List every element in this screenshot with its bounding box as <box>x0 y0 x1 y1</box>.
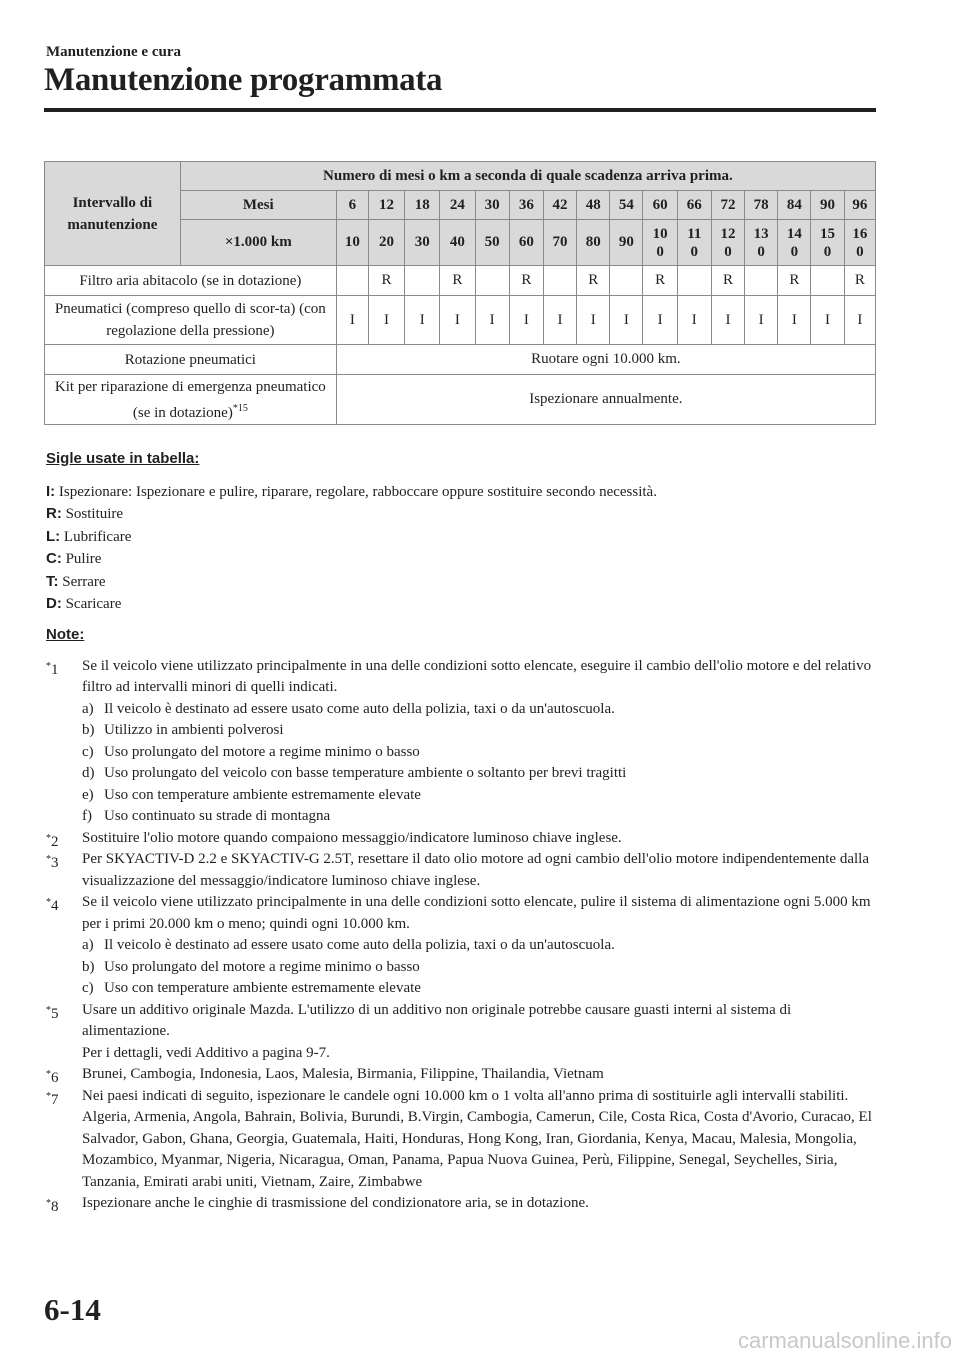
legend-item <box>46 526 876 549</box>
row-label: Filtro aria abitacolo (se in dotazione) <box>45 266 337 296</box>
schedule-cell <box>677 266 711 296</box>
legend-key: I: <box>46 482 56 500</box>
km-cell: 20 <box>368 220 404 266</box>
note-subitem-letter: b) <box>82 958 95 975</box>
km-cell: 10 <box>336 220 368 266</box>
note-subitem <box>46 978 876 1000</box>
note-subitem <box>46 806 876 828</box>
schedule-cell: I <box>336 296 368 345</box>
row-label: Rotazione pneumatici <box>45 345 337 375</box>
months-cell: 66 <box>677 191 711 220</box>
note-text: Nei paesi indicati di seguito, ispezionare le candele ogni 10.000 km o 1 volta all'anno prima di sostituirle agli intervalli stabiliti. <box>82 1087 849 1104</box>
span-header: Numero di mesi o km a seconda di quale scadenza arriva prima. <box>180 162 875 191</box>
legend-item <box>46 503 876 526</box>
schedule-cell: I <box>811 296 844 345</box>
note-item <box>46 1193 876 1215</box>
months-label: Mesi <box>180 191 336 220</box>
schedule-cell <box>543 266 576 296</box>
note-number: 2 <box>51 833 59 850</box>
schedule-cell: I <box>368 296 404 345</box>
months-cell: 30 <box>475 191 509 220</box>
header-rule <box>44 108 876 112</box>
note-text: Brunei, Cambogia, Indonesia, Laos, Malesia, Birmania, Filippine, Thailandia, Vietnam <box>82 1066 604 1082</box>
km-cell: 10 0 <box>643 220 677 266</box>
months-cell: 60 <box>643 191 677 220</box>
schedule-cell: R <box>778 266 811 296</box>
legend-key: T: <box>46 572 59 590</box>
note-number: 4 <box>51 898 59 914</box>
schedule-cell: I <box>711 296 744 345</box>
legend-item <box>46 481 876 504</box>
km-cell: 70 <box>543 220 576 266</box>
legend-title: Sigle usate in tabella: <box>46 450 200 467</box>
schedule-cell: I <box>844 296 875 345</box>
note-item <box>46 849 876 892</box>
note-item <box>46 828 876 850</box>
note-marker: *8 <box>46 1198 59 1215</box>
watermark: carmanualsonline.info <box>737 1328 952 1353</box>
note-marker: *1 <box>46 660 59 678</box>
footnote-ref: *15 <box>232 402 248 414</box>
note-number: 6 <box>51 1070 59 1086</box>
schedule-cell: R <box>509 266 543 296</box>
schedule-cell <box>475 266 509 296</box>
schedule-cell: R <box>440 266 475 296</box>
schedule-cell <box>745 266 778 296</box>
legend <box>46 448 876 616</box>
months-cell: 96 <box>844 191 875 220</box>
schedule-cell <box>610 266 643 296</box>
note-item <box>46 1086 876 1194</box>
months-cell: 36 <box>509 191 543 220</box>
legend-key: R: <box>46 505 62 522</box>
note-text: Per SKYACTIV-D 2.2 e SKYACTIV-G 2.5T, resettare il dato olio motore ad ogni cambio dell'olio motore indipendentemente dalla visualizzazione del messaggio/indicatore luminoso chiave inglese. <box>82 851 869 889</box>
schedule-cell: I <box>509 296 543 345</box>
km-cell: 30 <box>405 220 440 266</box>
km-cell: 16 0 <box>844 220 875 266</box>
schedule-cell: I <box>405 296 440 345</box>
note-subitem-text: Uso prolungato del motore a regime minimo o basso <box>104 743 420 760</box>
section-title: Manutenzione e cura <box>46 44 181 60</box>
note-subitem-text: Uso con temperature ambiente estremamente elevate <box>104 980 421 996</box>
note-subitem-letter: a) <box>82 937 94 953</box>
legend-key: D: <box>46 595 62 612</box>
schedule-cell: I <box>543 296 576 345</box>
note-marker: *5 <box>46 1004 59 1022</box>
notes-title: Note: <box>46 626 85 643</box>
legend-text: Pulire <box>65 551 102 567</box>
schedule-cell: I <box>610 296 643 345</box>
note-number: 5 <box>51 1005 59 1022</box>
note-marker: *2 <box>46 832 59 850</box>
schedule-cell: I <box>745 296 778 345</box>
note-extra: Per i dettagli, vedi Additivo a pagina 9-7. <box>82 1044 330 1061</box>
note-subitem-text: Uso con temperature ambiente estremamente elevate <box>104 786 421 803</box>
months-cell: 18 <box>405 191 440 220</box>
note-subitem <box>46 935 876 957</box>
months-cell: 48 <box>577 191 610 220</box>
note-extra: Algeria, Armenia, Angola, Bahrain, Bolivia, Burundi, B.Virgin, Cambogia, Camerun, Cile, Costa Rica, Costa d'Avorio, Curacao, El Salvador, Gabon, Ghana, Georgia, Guatemala, Haiti, Honduras, Hong Kong, Iran, Giordania, Kenya, Macau, Malesia, Mongolia, Mozambico, Myanmar, Nigeria, Nicaragua, Oman, Panama, Papua Nuova Guinea, Perù, Filippine, Senegal, Seychelles, Siria, Tanzania, Emirati arabi uniti, Vietnam, Zaire, Zimbabwe <box>82 1109 872 1190</box>
legend-text: Sostituire <box>65 506 124 522</box>
schedule-cell <box>811 266 844 296</box>
maintenance-schedule-table <box>44 161 876 425</box>
note-marker: *6 <box>46 1069 59 1086</box>
schedule-cell <box>405 266 440 296</box>
note-subitem-letter: a) <box>82 700 94 717</box>
months-cell: 78 <box>745 191 778 220</box>
schedule-cell: R <box>711 266 744 296</box>
months-cell: 6 <box>336 191 368 220</box>
schedule-cell: I <box>778 296 811 345</box>
months-cell: 90 <box>811 191 844 220</box>
note-text: Se il veicolo viene utilizzato principalmente in una delle condizioni sotto elencate, pulire il sistema di alimentazione ogni 5.000 km per i primi 20.000 km o meno; quindi ogni 10.000 km. <box>82 894 871 932</box>
km-cell: 12 0 <box>711 220 744 266</box>
note-subitem-letter: e) <box>82 786 94 803</box>
notes <box>46 624 876 1215</box>
legend-item <box>46 571 876 594</box>
km-cell: 13 0 <box>745 220 778 266</box>
legend-text: Ispezionare: Ispezionare e pulire, riparare, regolare, rabboccare oppure sostituire secondo necessità. <box>58 483 657 500</box>
note-subitem-text: Il veicolo è destinato ad essere usato come auto della polizia, taxi o da un'autoscuola. <box>104 937 615 953</box>
note-subitem-letter: b) <box>82 722 95 738</box>
note-text: Usare un additivo originale Mazda. L'utilizzo di un additivo non originale potrebbe causare guasti interni al sistema di alimentazione. <box>82 1001 792 1039</box>
note-marker: *4 <box>46 897 59 914</box>
note-item <box>46 1064 876 1086</box>
note-number: 7 <box>51 1091 59 1108</box>
note-number: 8 <box>51 1199 59 1215</box>
note-subitem-letter: d) <box>82 765 95 781</box>
months-cell: 84 <box>778 191 811 220</box>
months-cell: 72 <box>711 191 744 220</box>
row-span-value: Ruotare ogni 10.000 km. <box>336 345 875 375</box>
note-marker: *3 <box>46 854 59 871</box>
months-cell: 12 <box>368 191 404 220</box>
legend-text: Serrare <box>62 573 106 590</box>
note-item <box>46 1000 876 1065</box>
schedule-cell <box>336 266 368 296</box>
schedule-cell: R <box>643 266 677 296</box>
km-cell: 15 0 <box>811 220 844 266</box>
note-subitem-text: Uso prolungato del veicolo con basse temperature ambiente o soltanto per brevi tragitti <box>104 765 627 781</box>
note-marker: *7 <box>46 1090 59 1108</box>
km-cell: 50 <box>475 220 509 266</box>
row-span-value: Ispezionare annualmente. <box>336 375 875 425</box>
note-subitem-text: Uso prolungato del motore a regime minimo o basso <box>104 958 420 975</box>
legend-item <box>46 593 876 616</box>
note-item <box>46 892 876 1000</box>
schedule-cell: I <box>440 296 475 345</box>
schedule-cell: I <box>475 296 509 345</box>
km-cell: 90 <box>610 220 643 266</box>
note-number: 1 <box>51 661 59 678</box>
note-text: Se il veicolo viene utilizzato principalmente in una delle condizioni sotto elencate, eseguire il cambio dell'olio motore e del relativo filtro ad intervalli minori di quelli indicati. <box>82 657 872 695</box>
km-label: ×1.000 km <box>180 220 336 266</box>
months-cell: 54 <box>610 191 643 220</box>
schedule-cell: I <box>677 296 711 345</box>
legend-key: C: <box>46 550 62 567</box>
note-text: Sostituire l'olio motore quando compaiono messaggio/indicatore luminoso chiave inglese. <box>82 829 622 846</box>
note-subitem <box>46 957 876 979</box>
note-subitem-letter: c) <box>82 743 94 760</box>
note-subitem-text: Utilizzo in ambienti polverosi <box>104 722 284 738</box>
schedule-cell: I <box>643 296 677 345</box>
legend-text: Scaricare <box>65 596 122 612</box>
km-cell: 40 <box>440 220 475 266</box>
legend-key: L: <box>46 527 61 545</box>
note-subitem-text: Uso continuato su strade di montagna <box>104 808 331 824</box>
schedule-cell: R <box>577 266 610 296</box>
legend-text: Lubrificare <box>63 528 132 545</box>
note-subitem <box>46 720 876 742</box>
schedule-cell: R <box>844 266 875 296</box>
months-cell: 24 <box>440 191 475 220</box>
interval-header: Intervallo di manutenzione <box>45 162 181 266</box>
km-cell: 80 <box>577 220 610 266</box>
schedule-cell: I <box>577 296 610 345</box>
months-cell: 42 <box>543 191 576 220</box>
note-number: 3 <box>51 855 59 871</box>
note-subitem <box>46 763 876 785</box>
km-cell: 11 0 <box>677 220 711 266</box>
km-cell: 14 0 <box>778 220 811 266</box>
note-subitem-letter: c) <box>82 980 94 996</box>
row-label: Kit per riparazione di emergenza pneumatico (se in dotazione)$^{*15}$ <box>45 375 337 425</box>
note-subitem <box>46 785 876 807</box>
note-item <box>46 656 876 828</box>
schedule-cell: R <box>368 266 404 296</box>
km-cell: 60 <box>509 220 543 266</box>
note-subitem <box>46 699 876 721</box>
page-number: 6-14 <box>44 1292 101 1327</box>
note-subitem-text: Il veicolo è destinato ad essere usato come auto della polizia, taxi o da un'autoscuola. <box>104 700 615 717</box>
row-label: Pneumatici (compreso quello di scor-ta) (con regolazione della pressione) <box>45 296 337 345</box>
note-subitem <box>46 742 876 764</box>
note-text: Ispezionare anche le cinghie di trasmissione del condizionatore aria, se in dotazione. <box>82 1195 589 1211</box>
note-subitem-letter: f) <box>82 808 92 824</box>
page-title: Manutenzione programmata <box>44 62 443 98</box>
legend-item <box>46 548 876 571</box>
